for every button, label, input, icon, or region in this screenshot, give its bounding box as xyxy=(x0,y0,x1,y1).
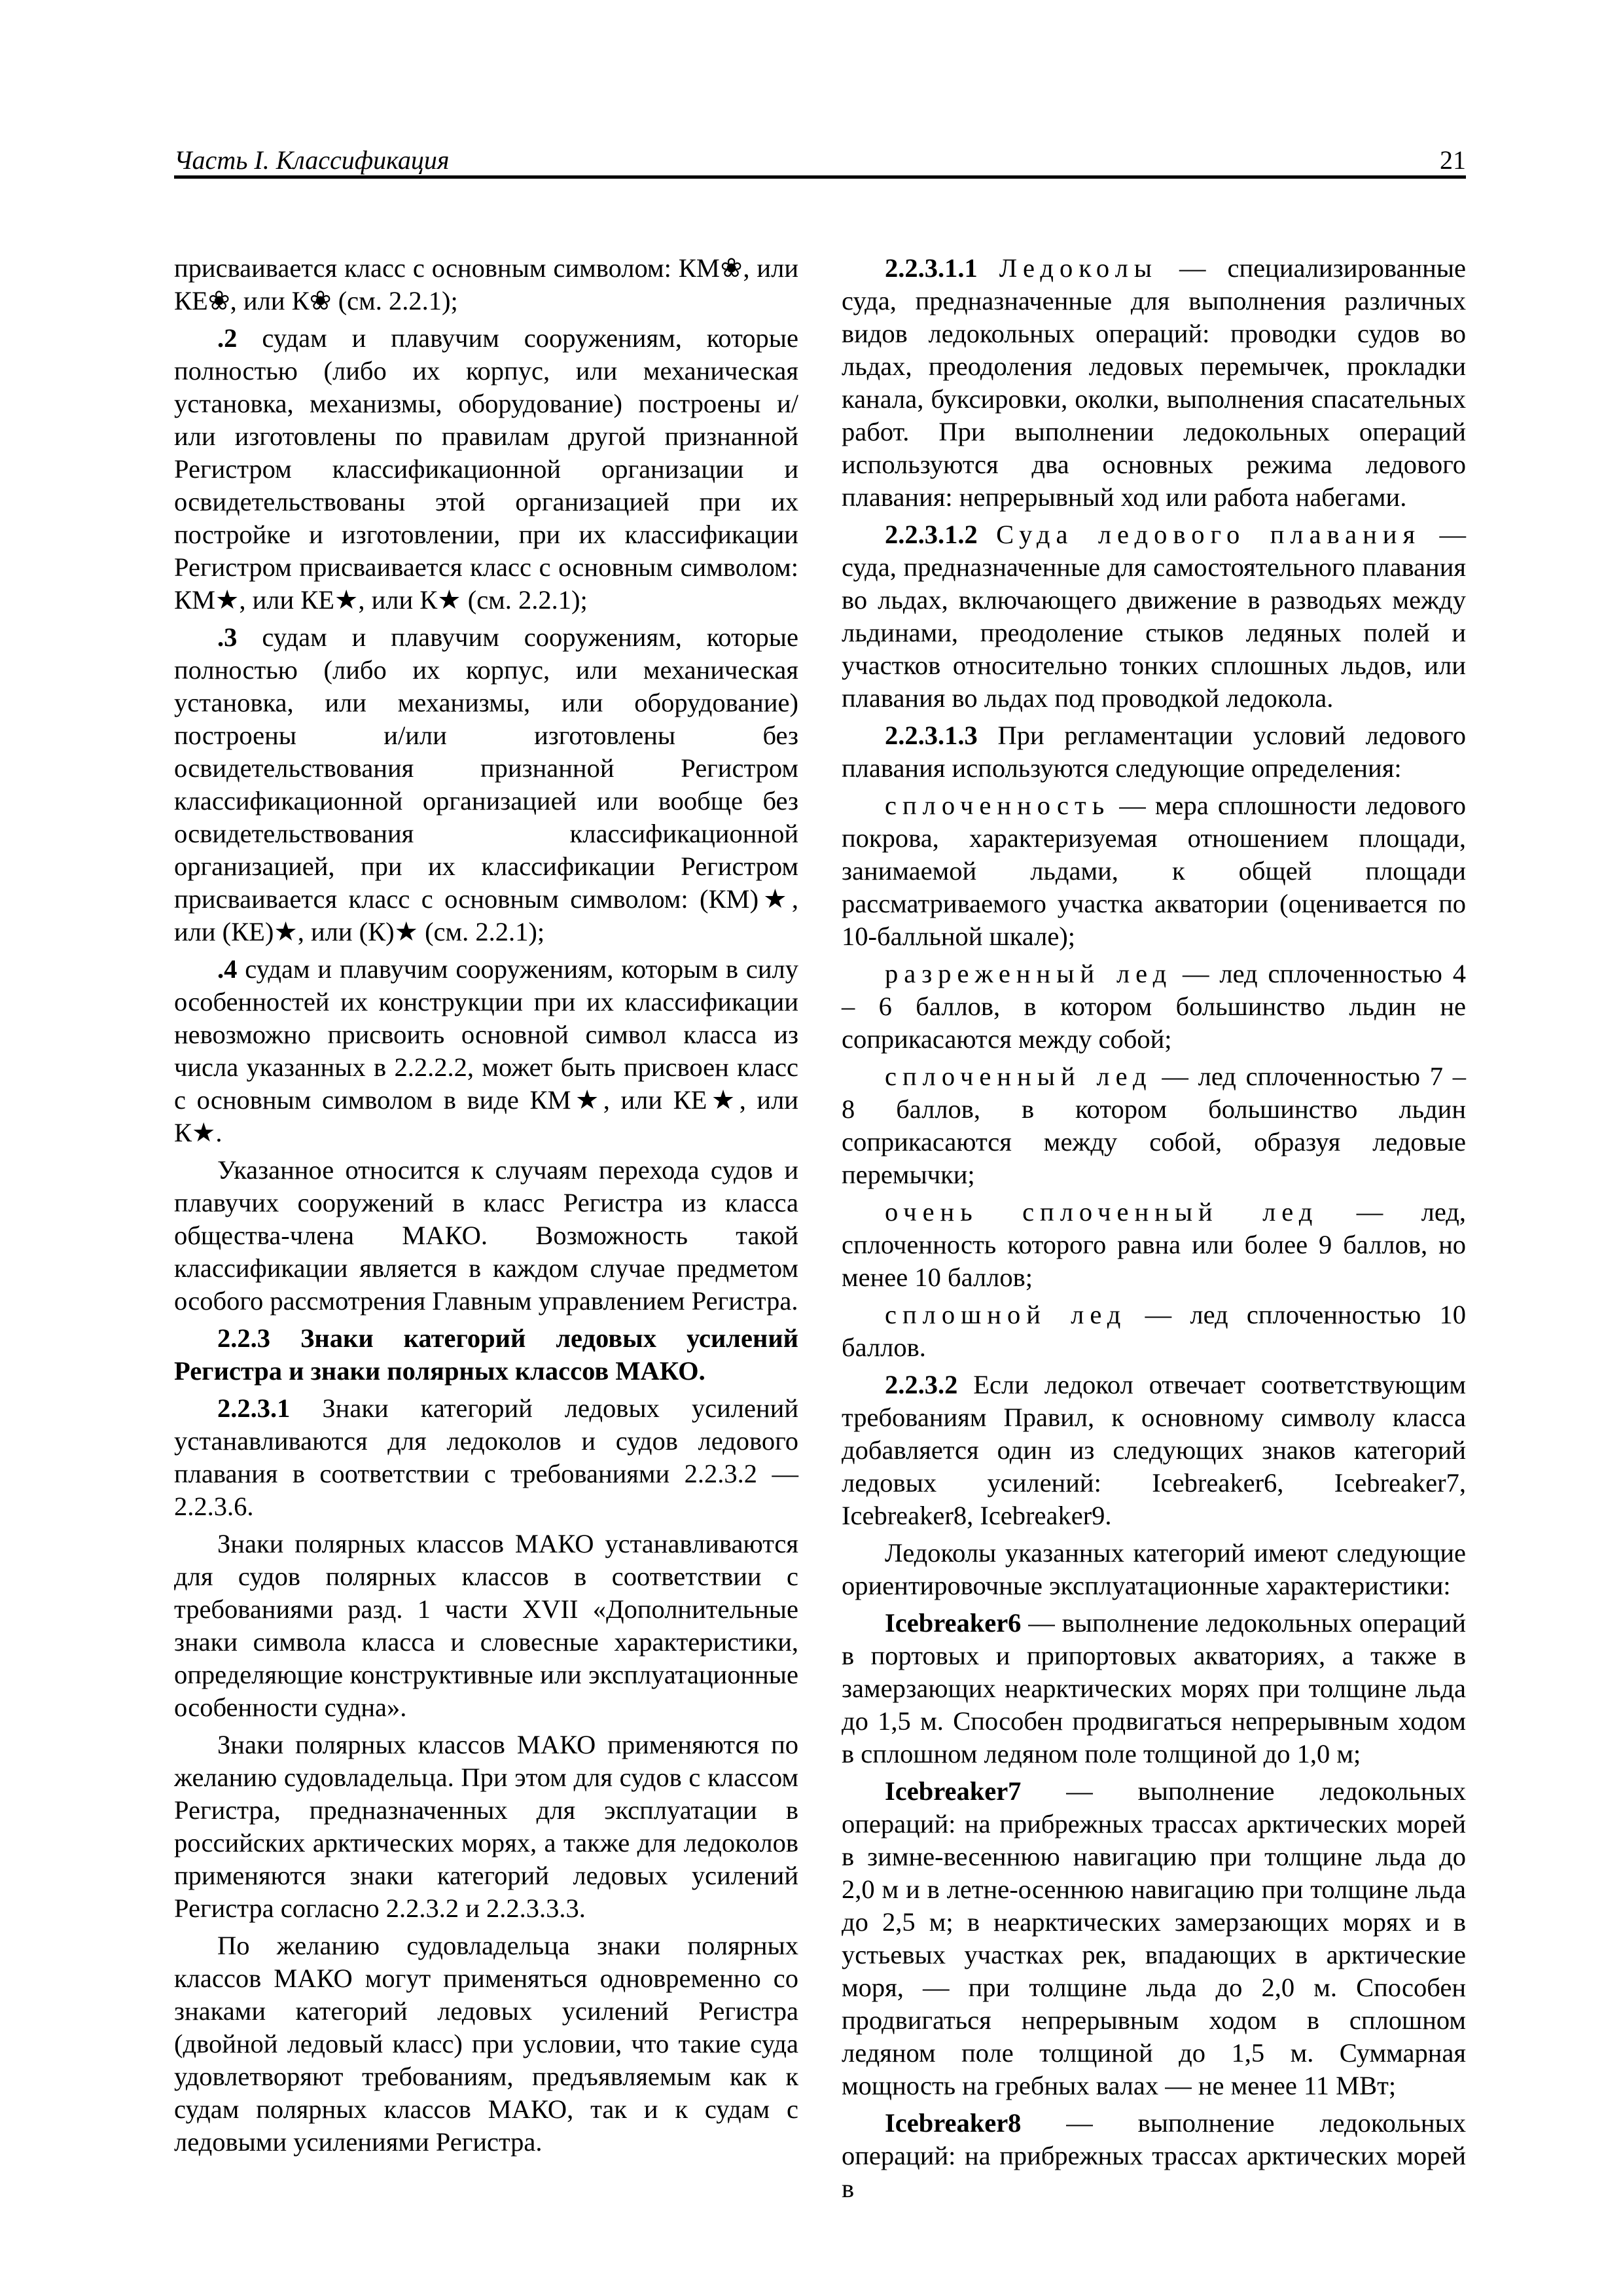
paragraph xyxy=(842,719,1466,785)
paragraph-text: — лед сплоченностью 7 – 8 баллов, в котором большинство льдин соприкасаются между собой, образуя ледовые перемычки; xyxy=(842,1062,1466,1189)
paragraph-text: Знаки категорий ледовых усилений устанавливаются для ледоколов и судов ледового плавания в соответствии с требованиями 2.2.3.2 — 2.2.3.6. xyxy=(174,1393,798,1521)
paragraph xyxy=(174,1528,798,1724)
paragraph-text: — выполнение ледокольных операций в портовых и припортовых акваториях, а также в замерзающих неарктических морях при толщине льда до 1,5 м. Способен продвигаться непрерывным ходом в сплошном ледяном поле толщиной до 1,0 м; xyxy=(842,1608,1466,1768)
paragraph xyxy=(174,1392,798,1523)
paragraph xyxy=(174,252,798,317)
paragraph-number: 2.2.3.1.1 xyxy=(885,253,978,283)
paragraph-number: 2.2.3.1.3 xyxy=(885,721,978,750)
paragraph-text: По желанию судовладельца знаки полярных классов МАКО могут применяться одновременно со знаками категорий ледовых усилений Регистра (двойной ледовый класс) при условии, что такие суда удовлетворяют требованиям, предъявляемым как к судам полярных классов МАКО, так и к судам с ледовыми усилениями Регистра. xyxy=(174,1931,798,2157)
paragraph-text: — лед сплоченностью 4 – 6 баллов, в котором большинство льдин не соприкасаются между собой; xyxy=(842,959,1466,1054)
term: разреженный лед xyxy=(885,959,1173,988)
paragraph-text: 2.2.3 Знаки категорий ледовых усилений Регистра и знаки полярных классов МАКО. xyxy=(174,1323,798,1386)
paragraph xyxy=(842,2107,1466,2205)
section-heading xyxy=(174,1322,798,1388)
paragraph-number: .2 xyxy=(217,323,238,353)
paragraph-text: — специализированные суда, предназначенные для выполнения различных видов ледокольных операций: проводки судов во льдах, преодоления ледовых перемычек, прокладки канала, буксировки, околки, выполнения спасательных работ. При выполнении ледокольных операций используются два основных режима ледового плавания: непрерывный ход или работа набегами. xyxy=(842,253,1466,512)
paragraph xyxy=(842,1196,1466,1294)
left-column xyxy=(174,252,798,2163)
paragraph xyxy=(174,1729,798,1925)
paragraph xyxy=(842,252,1466,514)
paragraph-text: Знаки полярных классов МАКО применяются по желанию судовладельца. При этом для судов с классом Регистра, предназначенных для эксплуатации в российских арктических морях, а также для ледоколов применяются знаки категорий ледовых усилений Регистра согласно 2.2.3.2 и 2.2.3.3.3. xyxy=(174,1730,798,1923)
paragraph-number: 2.2.3.2 xyxy=(885,1370,958,1399)
paragraph-number: 2.2.3.1.2 xyxy=(885,520,978,549)
term: сплоченность xyxy=(885,791,1111,820)
paragraph-text: Если ледокол отвечает соответствующим требованиям Правил, к основному символу класса добавляется один из следующих знаков категорий ледовых усилений: Icebreaker6, Icebreaker7, Icebreaker8, Icebreaker9. xyxy=(842,1370,1466,1530)
paragraph-text: Указанное относится к случаям перехода судов и плавучих сооружений в класс Регистра из класса общества-члена МАКО. Возможность такой классификации является в каждом случае предметом особого рассмотрения Главным управлением Регистра. xyxy=(174,1155,798,1316)
paragraph-number: .4 xyxy=(217,954,238,984)
paragraph-text: — лед сплоченностью 10 баллов. xyxy=(842,1300,1466,1362)
term: сплошной лед xyxy=(885,1300,1127,1329)
paragraph xyxy=(174,621,798,948)
paragraph-number: 2.2.3.1 xyxy=(217,1393,291,1423)
page-number: 21 xyxy=(1440,145,1466,175)
paragraph-number: Icebreaker6 xyxy=(885,1608,1022,1638)
paragraph xyxy=(174,322,798,617)
paragraph-text: — мера сплошности ледового покрова, характеризуемая отношением площади, занимаемой льдами, к общей площади рассматриваемого участка акватории (оценивается по 10-балльной шкале); xyxy=(842,791,1466,951)
header-title: Часть I. Классификация xyxy=(174,145,450,175)
paragraph-text: При регламентации условий ледового плавания используются следующие определения: xyxy=(842,721,1466,783)
paragraph-text: — суда, предназначенные для самостоятельного плавания во льдах, включающего движение в разводьях между льдинами, преодоление стыков ледяных полей и участков относительно тонких сплошных льдов, или плавания во льдах под проводкой ледокола. xyxy=(842,520,1467,713)
paragraph xyxy=(174,1929,798,2159)
paragraph xyxy=(842,518,1466,715)
paragraph xyxy=(842,958,1466,1056)
paragraph xyxy=(842,1775,1466,2102)
paragraph xyxy=(842,1299,1466,1364)
paragraph xyxy=(842,1537,1466,1602)
paragraph xyxy=(842,1607,1466,1770)
paragraph-text: — выполнение ледокольных операций: на прибрежных трассах арктических морей в зимне-весеннюю навигацию при толщине льда до 2,0 м и в летне-осеннюю навигацию при толщине льда до 2,5 м; в неарктических замерзающих морях и в устьевых участках рек, впадающих в арктические моря, — при толщине льда до 2,0 м. Способен продвигаться непрерывным ходом в сплошном ледяном поле толщиной до 1,5 м. Суммарная мощность на гребных валах — не менее 11 МВт; xyxy=(842,1776,1466,2100)
term: сплоченный лед xyxy=(885,1062,1152,1091)
paragraph xyxy=(842,1060,1466,1191)
term: Суда ледового плавания xyxy=(996,520,1421,549)
running-header xyxy=(174,145,1466,178)
header-rule xyxy=(174,175,1466,179)
paragraph-number: Icebreaker8 xyxy=(885,2108,1022,2138)
term: очень сплоченный лед xyxy=(885,1197,1319,1227)
paragraph-text: — лед, сплоченность которого равна или более 9 баллов, но менее 10 баллов; xyxy=(842,1197,1467,1292)
paragraph-text: присваивается класс с основным символом: КМ❀, или КЕ❀, или К❀ (см. 2.2.1); xyxy=(174,253,798,315)
paragraph-text: — выполнение ледокольных операций: на прибрежных трассах арктических морей в xyxy=(842,2108,1466,2203)
paragraph xyxy=(842,789,1466,953)
paragraph xyxy=(842,1369,1466,1532)
paragraph-text: судам и плавучим сооружениям, которые полностью (либо их корпус, или механическая установка, или механизмы, или оборудование) построены и/или изготовлены без освидетельствования признанной Регистром классификационной организацией или вообще без освидетельствования классификационной организацией, при их классификации Регистром присваивается класс с основным символом: (КМ)★, или (КЕ)★, или (К)★ (см. 2.2.1); xyxy=(174,622,798,946)
right-column xyxy=(842,252,1466,2210)
paragraph xyxy=(174,953,798,1149)
paragraph-number: .3 xyxy=(217,622,238,652)
term: Ледоколы xyxy=(999,253,1158,283)
paragraph-text: Знаки полярных классов МАКО устанавливаются для судов полярных классов в соответствии с требованиями разд. 1 части XVII «Дополнительные знаки символа класса и словесные характеристики, определяющие конструктивные или эксплуатационные особенности судна». xyxy=(174,1529,798,1722)
paragraph-text: судам и плавучим сооружениям, которые полностью (либо их корпус, или механическая установка, механизмы, оборудование) построены и/или изготовлены по правилам другой признанной Регистром классификационной организации и освидетельствованы этой организацией при их постройке и изготовлении, при их классификации Регистром присваивается класс с основным символом: КМ★, или КЕ★, или К★ (см. 2.2.1); xyxy=(174,323,798,615)
paragraph-text: Ледоколы указанных категорий имеют следующие ориентировочные эксплуатационные характеристики: xyxy=(842,1538,1466,1600)
paragraph-number: Icebreaker7 xyxy=(885,1776,1022,1806)
paragraph xyxy=(174,1154,798,1318)
paragraph-text: судам и плавучим сооружениям, которым в силу особенностей их конструкции при их классификации невозможно присвоить основной символ класса из числа указанных в 2.2.2.2, может быть присвоен класс с основным символом в виде КМ★, или КЕ★, или К★. xyxy=(174,954,798,1147)
